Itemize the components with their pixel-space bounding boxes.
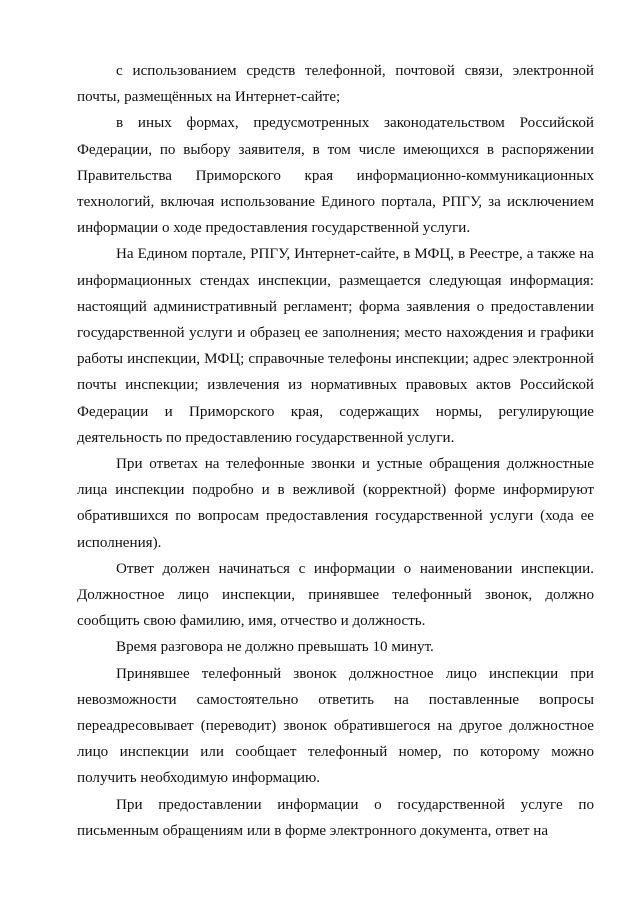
paragraph-call-redirect: Принявшее телефонный звонок должностное лицо инспекции при невозможности самостоятельно ответить на поставленные вопросы переадресовывает (переводит) звонок обратившегося на другое должностное лицо инспекции или сообщает телефонный номер, по которому можно получить необходимую информацию. [77, 665, 594, 787]
document-page [77, 58, 594, 844]
paragraph-phone-inquiries: При ответах на телефонные звонки и устные обращения должностные лица инспекции подробно и в вежливой (корректной) форме информируют обратившихся по вопросам предоставления государственной услуги (хода ее исполнения). [77, 456, 594, 551]
paragraph-answer-start: Ответ должен начинаться с информации о наименовании инспекции. Должностное лицо инспекции, принявшее телефонный звонок, должно сообщить свою фамилию, имя, отчество и должность. [77, 560, 594, 630]
paragraph-other-forms: в иных формах, предусмотренных законодательством Российской Федерации, по выбору заявителя, в том числе имеющихся в распоряжении Правительства Приморского края информационно-коммуникационных технологий, включая использование Единого портала, РПГУ, за исключением информации о ходе предоставления государственной услуги. [77, 115, 594, 237]
paragraph-written-requests: При предоставлении информации о государственной услуге по письменным обращениям или в форме электронного документа, ответ на [77, 796, 594, 839]
paragraph-call-duration: Время разговора не должно превышать 10 минут. [116, 639, 434, 656]
paragraph-published-information: На Едином портале, РПГУ, Интернет-сайте, в МФЦ, в Реестре, а также на информационных стендах инспекции, размещается следующая информация: настоящий административный регламент; форма заявления о предоставлении государственной услуги и образец ее заполнения; место нахождения и графики работы инспекции, МФЦ; справочные телефоны инспекции; адрес электронной почты инспекции; извлечения из нормативных правовых актов Российской Федерации и Приморского края, содержащих нормы, регулирующие деятельность по предоставлению государственной услуги. [77, 246, 594, 446]
paragraph-contact-channels: с использованием средств телефонной, почтовой связи, электронной почты, размещённых на Интернет-сайте; [77, 63, 594, 106]
